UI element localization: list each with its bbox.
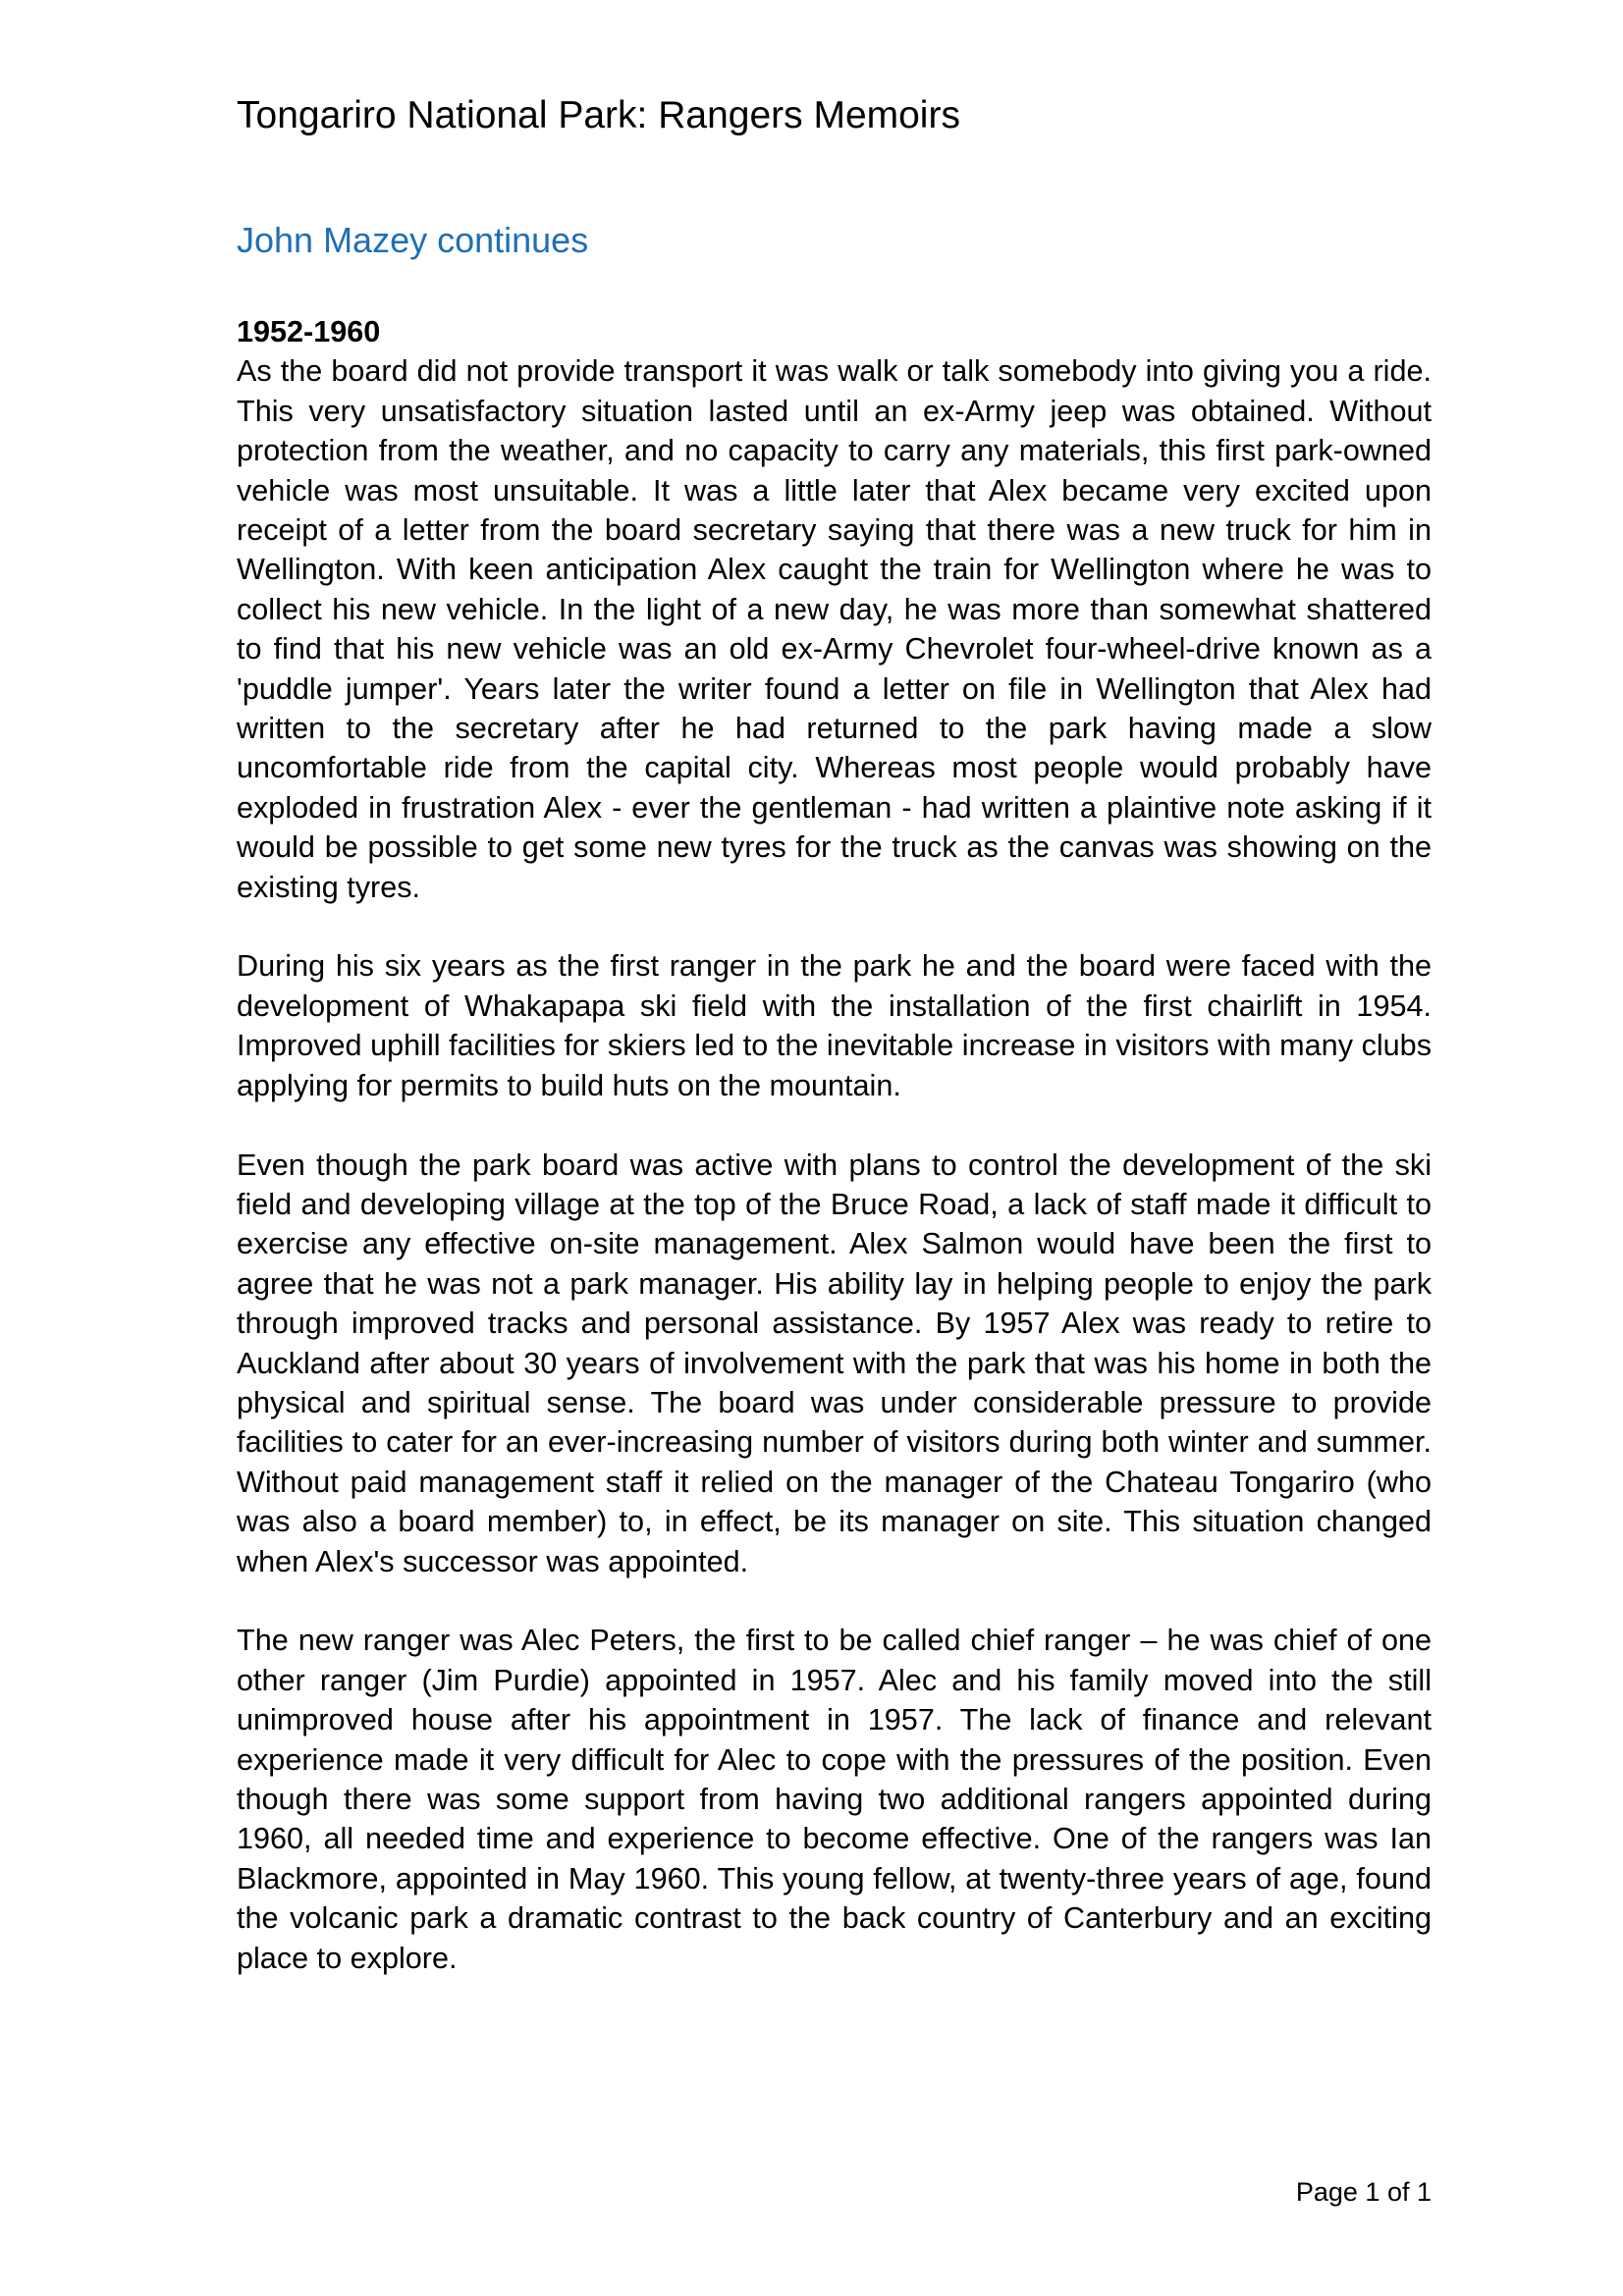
body-text (237, 312, 1432, 2017)
paragraph-transport: As the board did not provide transport it was walk or talk somebody into giving you a ride. This very unsatisfactory situation lasted until an ex-Army jeep was obtained. Without protection from the weather, and no capacity to carry any materials, this first park-owned vehicle was most unsuitable. It was a little later that Alex became very excited upon receipt of a letter from the board secretary saying that there was a new truck for him in Wellington. With keen anticipation Alex caught the train for Wellington where he was to collect his new vehicle. In the light of a new day, he was more than somewhat shattered to find that his new vehicle was an old ex-Army Chevrolet four-wheel-drive known as a 'puddle jumper'. Years later the writer found a letter on file in Wellington that Alex had written to the secretary after he had returned to the park having made a slow uncomfortable ride from the capital city. Whereas most people would probably have exploded in frustration Alex - ever the gentleman - had written a plaintive note asking if it would be possible to get some new tyres for the truck as the canvas was showing on the existing tyres. (237, 354, 1432, 904)
section-heading: John Mazey continues (237, 220, 589, 260)
paragraph-ski-field: During his six years as the first ranger in the park he and the board were faced with the development of Whakapapa ski field with the installation of the first chairlift in 1954. Improved uphill facilities for skiers led to the inevitable increase in visitors with many clubs applying for permits to build huts on the mountain. (237, 949, 1432, 1102)
document-title: Tongariro National Park: Rangers Memoirs (237, 94, 960, 136)
document-page (237, 0, 1432, 2296)
page-number: Page 1 of 1 (1295, 2177, 1432, 2207)
paragraph-management: Even though the park board was active with plans to control the development of the ski field and developing village at the top of the Bruce Road, a lack of staff made it difficult to exercise any effective on-site management. Alex Salmon would have been the first to agree that he was not a park manager. His ability lay in helping people to enjoy the park through improved tracks and personal assistance. By 1957 Alex was ready to retire to Auckland after about 30 years of involvement with the park that was his home in both the physical and spiritual sense. The board was under considerable pressure to provide facilities to cater for an ever-increasing number of visitors during both winter and summer. Without paid management staff it relied on the manager of the Chateau Tongariro (who was also a board member) to, in effect, be its manager on site. This situation changed when Alex's successor was appointed. (237, 1148, 1432, 1578)
year-heading: 1952-1960 (237, 315, 381, 348)
paragraph-new-ranger: The new ranger was Alec Peters, the first to be called chief ranger – he was chief of one other ranger (Jim Purdie) appointed in 1957. Alec and his family moved into the still unimproved house after his appointment in 1957. The lack of finance and relevant experience made it very difficult for Alec to cope with the pressures of the position. Even though there was some support from having two additional rangers appointed during 1960, all needed time and experience to become effective. One of the rangers was Ian Blackmore, appointed in May 1960. This young fellow, at twenty-three years of age, found the volcanic park a dramatic contrast to the back country of Canterbury and an exciting place to explore. (237, 1624, 1432, 1975)
